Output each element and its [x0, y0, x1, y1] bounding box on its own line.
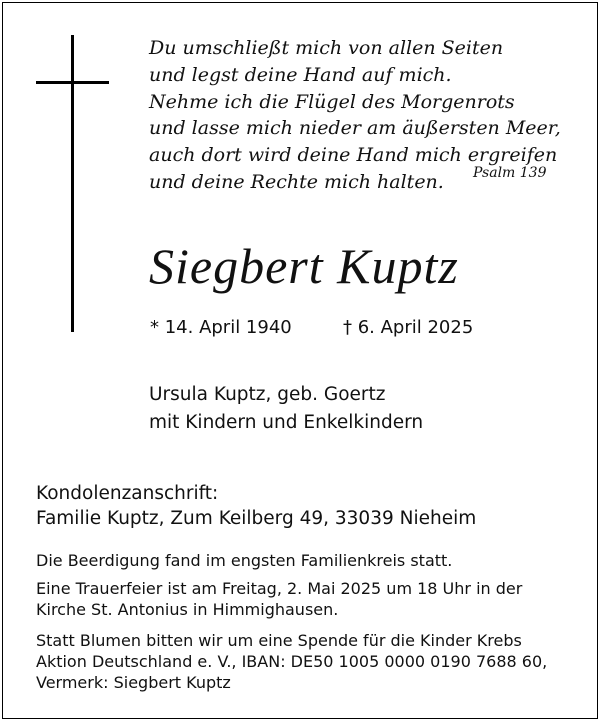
deceased-name: Siegbert Kuptz	[149, 238, 459, 294]
service-info	[36, 578, 581, 620]
service-line: Eine Trauerfeier ist am Freitag, 2. Mai 2025 um 18 Uhr in der	[36, 579, 523, 598]
verse-line: Du umschließt mich von allen Seiten	[149, 37, 504, 59]
verse-line: und legst deine Hand auf mich.	[149, 63, 452, 86]
mourner-line: mit Kindern und Enkelkindern	[149, 412, 424, 433]
verse-line: und deine Rechte mich halten.	[149, 170, 444, 193]
verse-line: auch dort wird deine Hand mich ergreifen	[149, 144, 558, 167]
burial-info	[36, 550, 581, 571]
death-date: † 6. April 2025	[343, 317, 474, 338]
condolence-address-line: Familie Kuptz, Zum Keilberg 49, 33039 Nieheim	[36, 508, 477, 529]
burial-line: Die Beerdigung fand im engsten Familienkreis statt.	[36, 551, 453, 570]
verse-line: Nehme ich die Flügel des Morgenrots	[149, 90, 515, 113]
donation-line: Statt Blumen bitten wir um eine Spende für die Kinder Krebs	[36, 631, 522, 650]
donation-line: Aktion Deutschland e. V., IBAN: DE50 1005 0000 0190 7688 60,	[36, 652, 548, 671]
donation-line: Vermerk: Siegbert Kuptz	[36, 673, 231, 692]
verse-source: Psalm 139	[473, 165, 547, 181]
cross-horizontal-bar	[36, 81, 109, 84]
cross-vertical-bar	[71, 35, 74, 332]
service-line: Kirche St. Antonius in Himmighausen.	[36, 600, 339, 619]
donation-info	[36, 630, 581, 693]
condolence-label: Kondolenzanschrift:	[36, 483, 219, 504]
obituary-notice	[2, 2, 598, 719]
mourner-line: Ursula Kuptz, geb. Goertz	[149, 384, 386, 405]
mourners	[149, 381, 423, 437]
birth-date: * 14. April 1940	[150, 317, 292, 338]
verse-line: und lasse mich nieder am äußersten Meer,	[149, 117, 561, 140]
condolence-address	[36, 481, 476, 531]
